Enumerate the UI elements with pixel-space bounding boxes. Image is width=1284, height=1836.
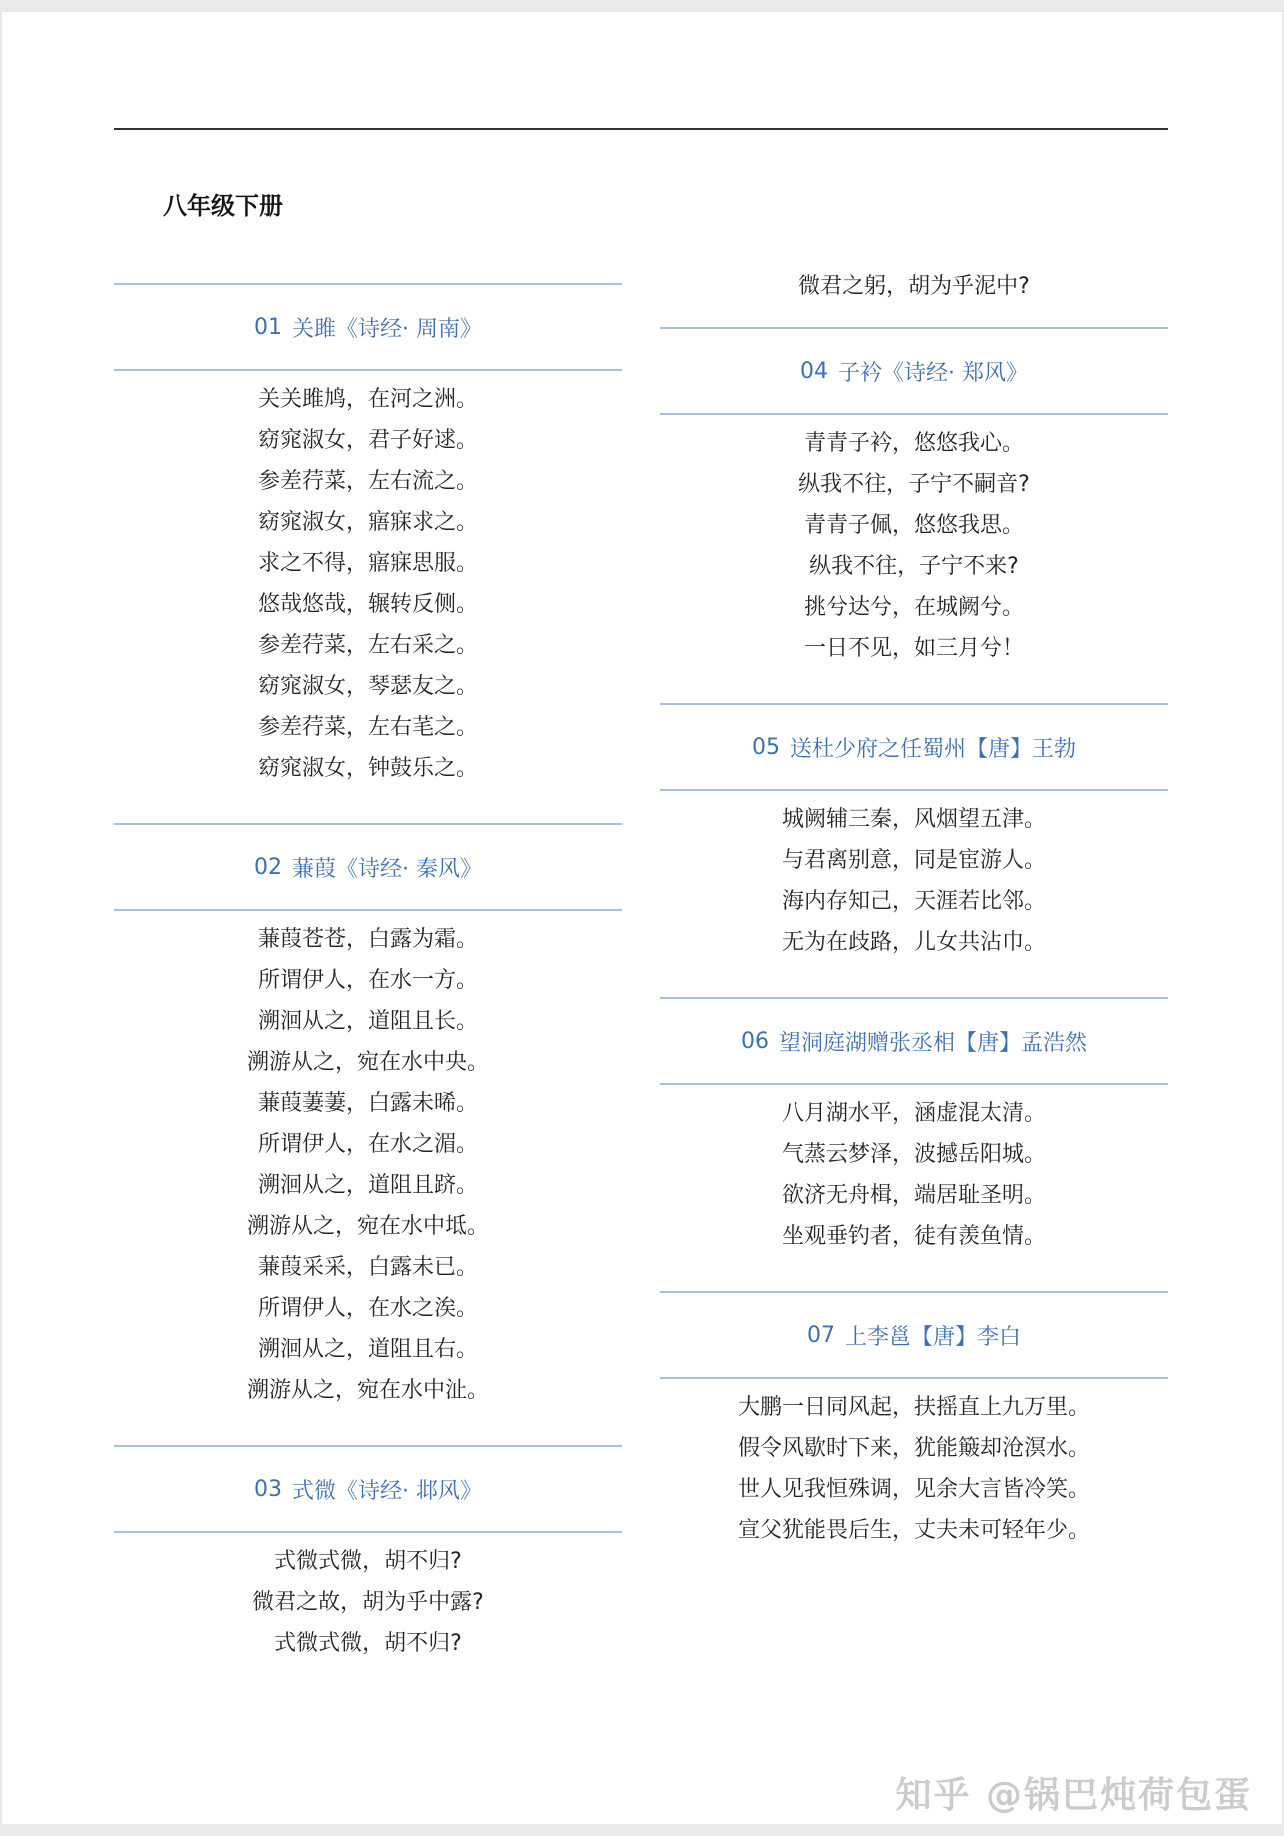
top-rule [114,128,1168,130]
poem-line: 溯游从之，宛在水中沚。 [246,1378,489,1403]
poem-line: 纵我不往，子宁不嗣音? [798,472,1030,497]
poem-line: 窈窕淑女，钟鼓乐之。 [257,756,478,781]
page-title: 八年级下册 [163,192,283,220]
poem-header [114,1445,622,1533]
poem-title: 送杜少府之任蜀州【唐】王勃 [789,736,1076,762]
poem-line: 悠哉悠哉，辗转反侧。 [257,592,478,617]
poem-body [660,1387,1168,1551]
document-page [2,12,1282,1824]
poem-line: 窈窕淑女，寤寐求之。 [257,510,478,535]
poem-number: 02 [254,854,282,880]
poem-number: 05 [751,734,780,760]
poem-line: 欲济无舟楫，端居耻圣明。 [781,1183,1046,1208]
poem-header [114,283,622,371]
poem-line: 所谓伊人，在水之湄。 [257,1132,478,1157]
poem-line: 气蒸云梦泽，波撼岳阳城。 [781,1142,1046,1167]
poem-title: 上李邕【唐】李白 [844,1324,1021,1350]
poem-line: 窈窕淑女，琴瑟友之。 [257,674,478,699]
poem-header [660,997,1168,1085]
poem-line: 溯洄从之，道阻且跻。 [257,1173,478,1198]
poem-header [660,703,1168,791]
poem-body [660,1093,1168,1257]
poem-line: 式微式微，胡不归? [274,1549,462,1574]
poem-line: 世人见我恒殊调，见余大言皆冷笑。 [737,1477,1090,1502]
poem-title: 望洞庭湖赠张丞相【唐】孟浩然 [778,1030,1087,1056]
poem-title: 子衿《诗经· 郑风》 [838,360,1028,386]
poem-line: 溯游从之，宛在水中央。 [246,1050,489,1075]
poem-number: 06 [740,1028,769,1054]
left-column [114,283,622,1698]
poem-line: 参差荇菜，左右采之。 [257,633,478,658]
poem-block [114,283,622,789]
right-poem-list [660,327,1168,1551]
poem-title: 关雎《诗经· 周南》 [292,316,482,342]
continued-poem-lines [660,266,1168,307]
poem-body [114,1541,622,1664]
poem-line: 青青子佩，悠悠我思。 [803,513,1024,538]
poem-number: 01 [254,314,282,340]
poem-block [114,1445,622,1664]
poem-line: 窈窕淑女，君子好逑。 [257,428,478,453]
poem-body [660,799,1168,963]
poem-title: 式微《诗经· 邶风》 [292,1478,482,1504]
poem-line: 坐观垂钓者，徒有羡鱼情。 [781,1224,1046,1249]
poem-line: 所谓伊人，在水之涘。 [257,1296,478,1321]
poem-line: 参差荇菜，左右流之。 [257,469,478,494]
poem-line: 溯洄从之，道阻且长。 [257,1009,478,1034]
poem-line: 城阙辅三秦，风烟望五津。 [781,807,1046,832]
poem-line: 式微式微，胡不归? [274,1631,462,1656]
poem-line: 八月湖水平，涵虚混太清。 [781,1101,1046,1126]
poem-line: 求之不得，寤寐思服。 [257,551,478,576]
poem-block [660,1291,1168,1551]
poem-line: 宣父犹能畏后生，丈夫未可轻年少。 [737,1518,1090,1543]
poem-block [660,997,1168,1257]
poem-line: 青青子衿，悠悠我心。 [803,431,1024,456]
poem-line: 蒹葭采采，白露未已。 [257,1255,478,1280]
poem-number: 03 [254,1476,282,1502]
poem-line: 微君之躬，胡为乎泥中? [798,274,1030,299]
poem-line: 与君离别意，同是宦游人。 [781,848,1046,873]
poem-block [660,703,1168,963]
poem-line: 一日不见，如三月兮！ [803,636,1024,661]
poem-line: 假令风歇时下来，犹能簸却沧溟水。 [737,1436,1090,1461]
poem-body [114,919,622,1411]
poem-title: 蒹葭《诗经· 秦风》 [292,856,482,882]
poem-number: 04 [800,358,828,384]
poem-line: 无为在歧路，儿女共沾巾。 [781,930,1046,955]
poem-header [660,1291,1168,1379]
poem-line: 关关雎鸠，在河之洲。 [257,387,478,412]
poem-number: 07 [806,1322,835,1348]
poem-line: 参差荇菜，左右芼之。 [257,715,478,740]
poem-line: 蒹葭苍苍，白露为霜。 [257,927,478,952]
poem-line: 所谓伊人，在水一方。 [257,968,478,993]
poem-block [660,327,1168,669]
poem-line: 纵我不往，子宁不来? [809,554,1019,579]
poem-line: 大鹏一日同风起，扶摇直上九万里。 [737,1395,1090,1420]
poem-header [660,327,1168,415]
poem-body [114,379,622,789]
poem-line: 挑兮达兮，在城阙兮。 [803,595,1024,620]
watermark: 知乎 @锅巴炖荷包蛋 [895,1775,1252,1816]
poem-line: 溯游从之，宛在水中坻。 [246,1214,489,1239]
poem-line: 微君之故，胡为乎中露? [252,1590,484,1615]
poem-header [114,823,622,911]
right-column [660,266,1168,1585]
poem-block [114,823,622,1411]
poem-line: 溯洄从之，道阻且右。 [257,1337,478,1362]
poem-line: 海内存知己，天涯若比邻。 [781,889,1046,914]
poem-line: 蒹葭萋萋，白露未晞。 [257,1091,478,1116]
poem-body [660,423,1168,669]
